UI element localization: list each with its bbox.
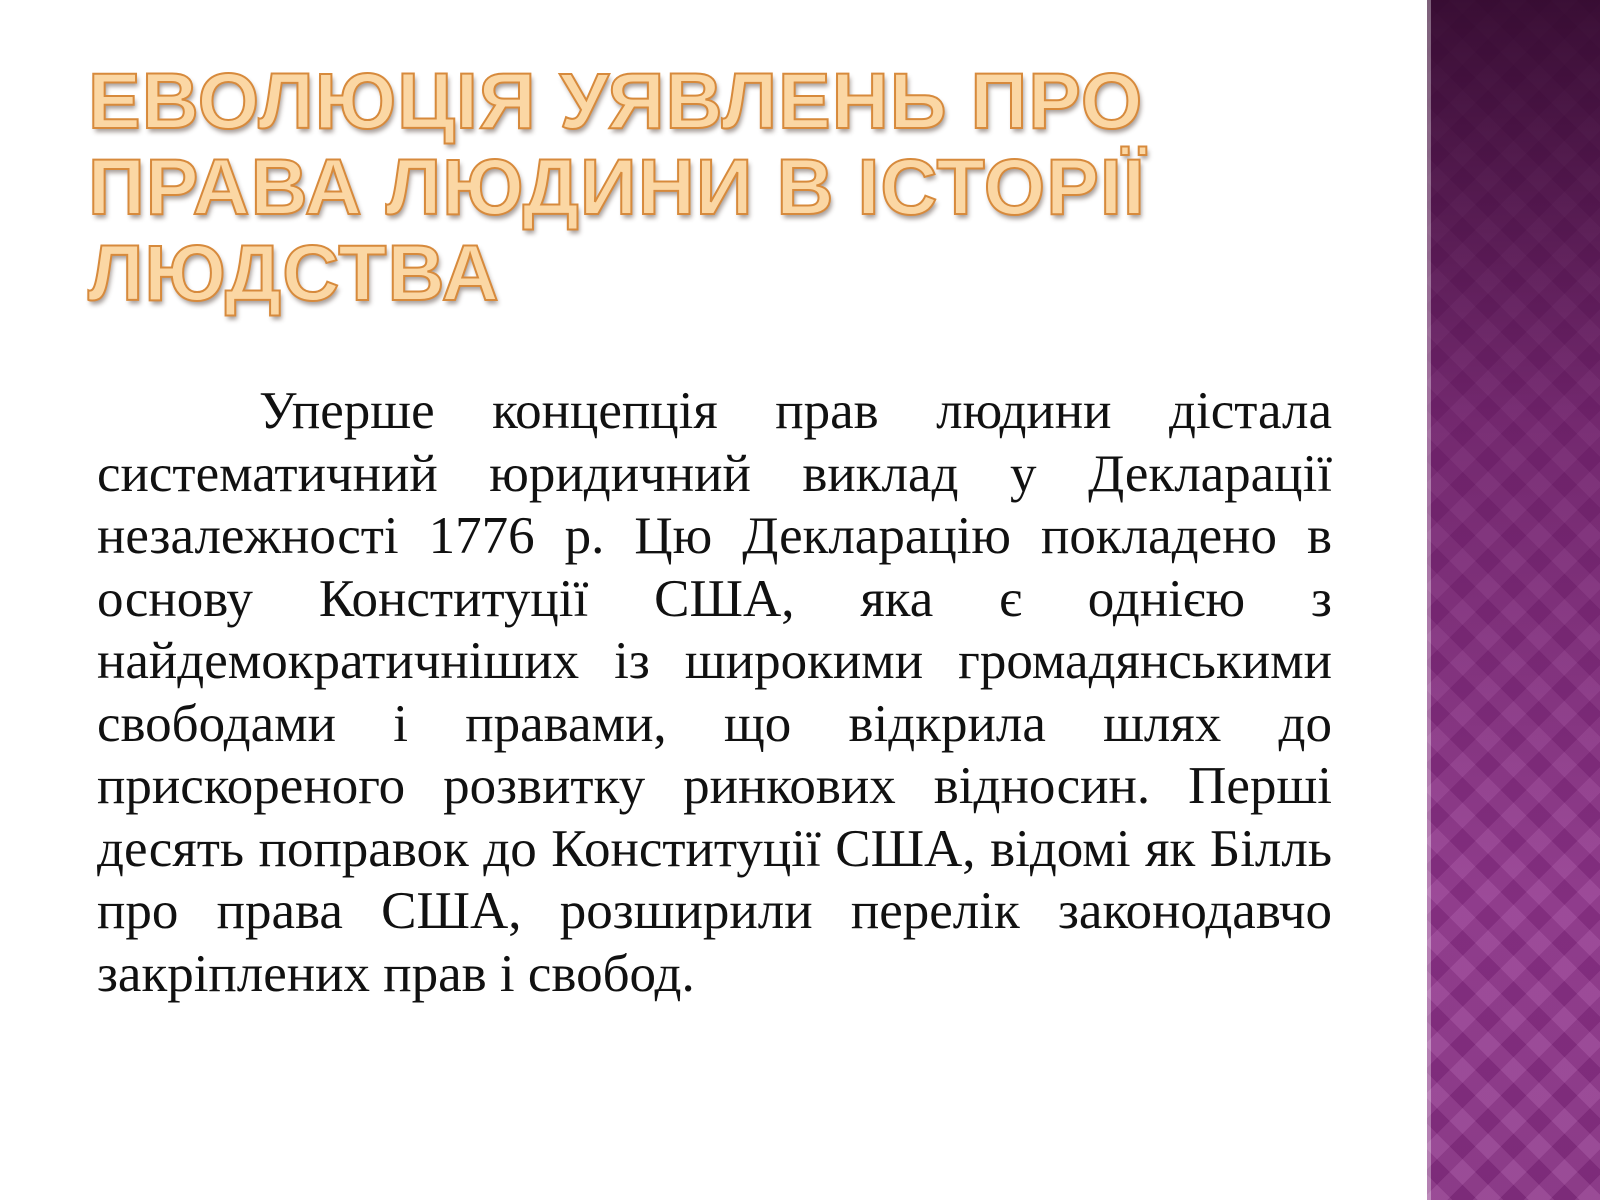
slide-title (88, 58, 1288, 316)
decorative-side-band (1427, 0, 1600, 1200)
slide-body-text: Уперше концепція прав людини дістала систематичний юридичний виклад у Декларації незалежності 1776 р. Цю Декларацію покладено в основу Конституції США, яка є однією з найдемократичніших із широкими громадянськими свободами і правами, що відкрила шлях до прискореного розвитку ринкових відносин. Перші десять поправок до Конституції США, відомі як Білль про права США, розширили перелік законодавчо закріплених прав і свобод. (97, 382, 1332, 1003)
slide-title-line-2: ПРАВА ЛЮДИНИ В ІСТОРІЇ (88, 142, 1146, 231)
slide-title-line-1: ЕВОЛЮЦІЯ УЯВЛЕНЬ ПРО (88, 56, 1144, 145)
side-band-edge (1427, 0, 1431, 1200)
slide-title-line-3: ЛЮДСТВА (88, 228, 500, 317)
